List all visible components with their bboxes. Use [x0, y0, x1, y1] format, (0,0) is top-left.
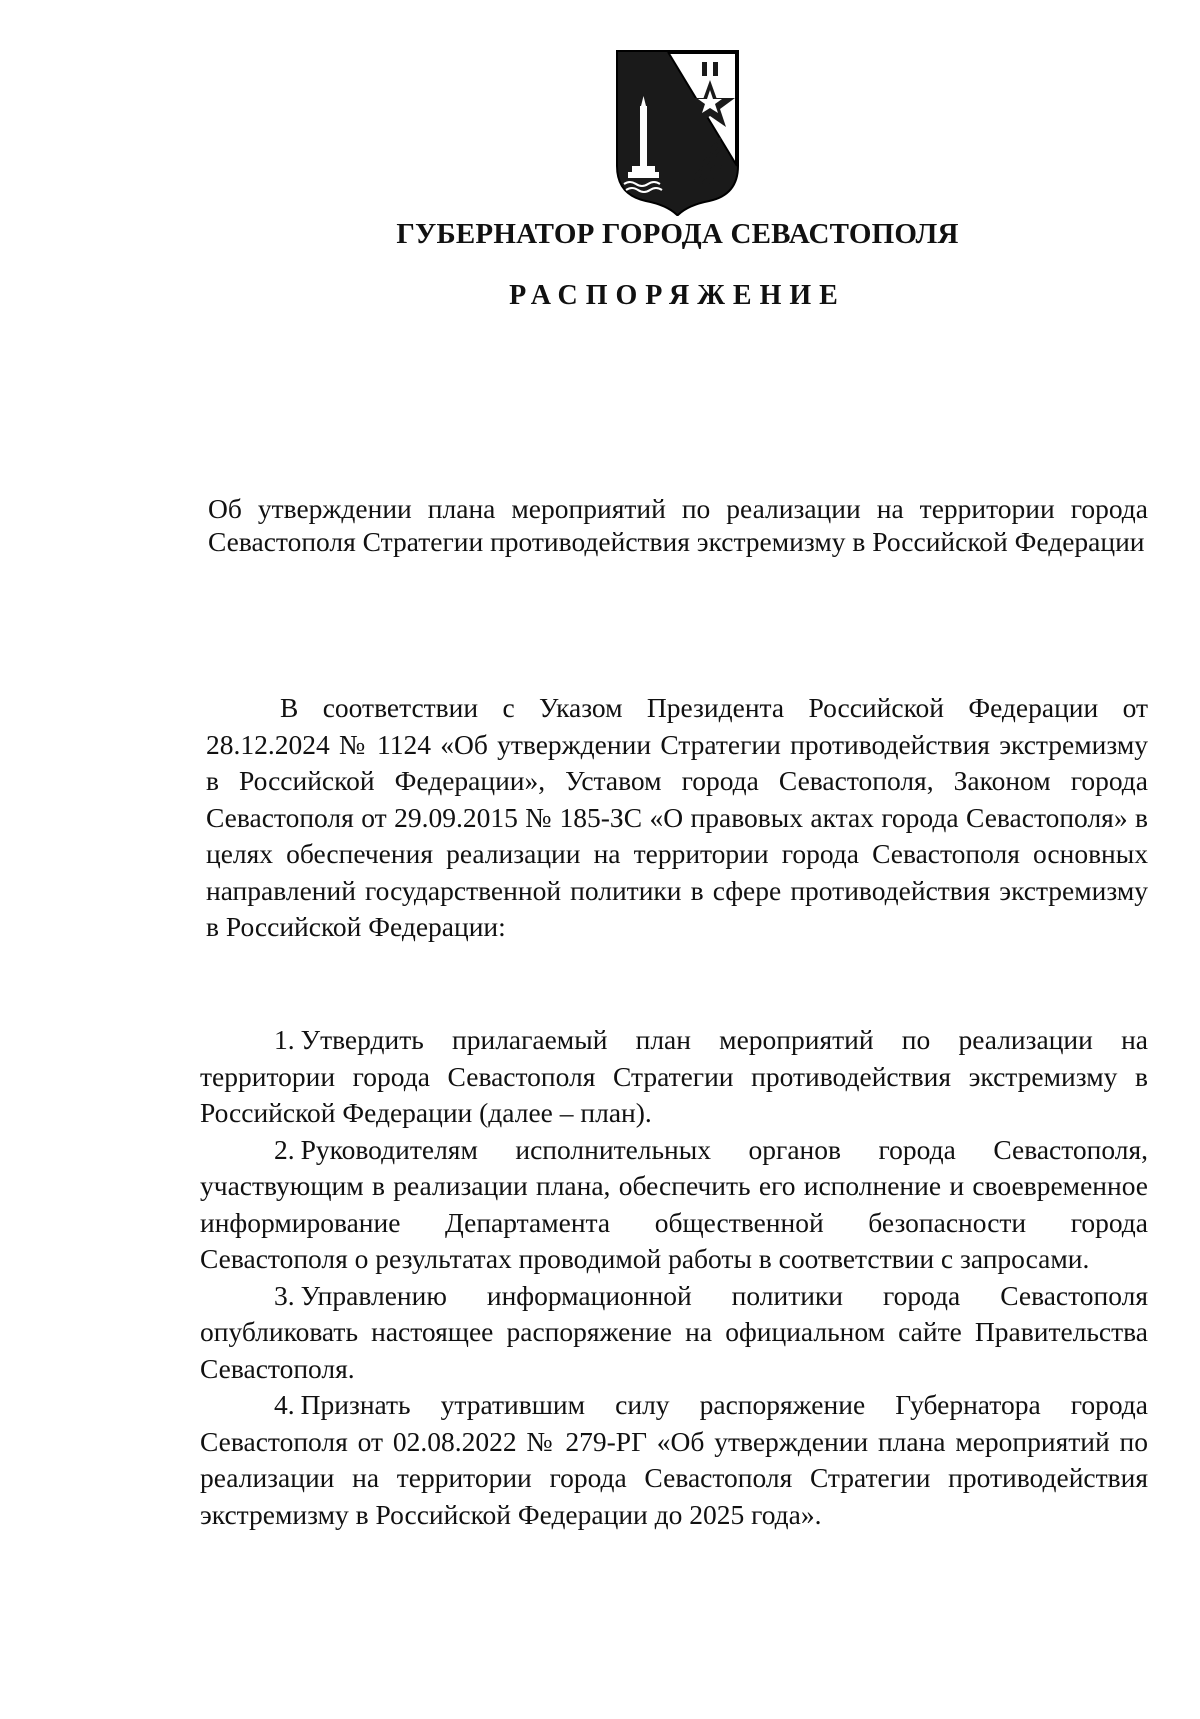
preamble-paragraph: В соответствии с Указом Президента Российской Федерации от 28.12.2024 № 1124 «Об утверждении Стратегии противодействия экстремизму в Российской Федерации», Уставом города Севастополя, Законом города Севастополя от 29.09.2015 № 185-ЗС «О правовых актах города Севастополя» в целях обеспечения реализации на территории города Севастополя основных направлений государственной политики в сфере противодействия экстремизму в Российской Федерации:	[206, 692, 1148, 942]
item-text: Утвердить прилагаемый план мероприятий по реализации на территории города Севастополя Стратегии противодействия экстремизму в Российской Федерации (далее – план).	[200, 1024, 1148, 1128]
resolution-item	[200, 1132, 1148, 1278]
item-text: Управлению информационной политики города Севастополя опубликовать настоящее распоряжение на официальном сайте Правительства Севастополя.	[200, 1279, 1148, 1384]
item-text: Признать утратившим силу распоряжение Губернатора города Севастополя от 02.08.2022 № 279-РГ «Об утверждении плана мероприятий по реализации на территории города Севастополя Стратегии противодействия экстремизму в Российской Федерации до 2025 года».	[200, 1389, 1148, 1530]
resolution-item	[200, 1022, 1148, 1132]
resolution-item	[200, 1278, 1148, 1388]
item-text: Руководителям исполнительных органов города Севастополя, участвующим в реализации плана, обеспечить его исполнение и своевременное информирование Департамента общественной безопасности города Севастополя о результатах проводимой работы в соответствии с запросами.	[200, 1133, 1148, 1274]
resolution-item	[200, 1387, 1148, 1533]
issuing-authority: ГУБЕРНАТОР ГОРОДА СЕВАСТОПОЛЯ	[396, 218, 959, 250]
document-subject: Об утверждении плана мероприятий по реализации на территории города Севастополя Стратегии противодействия экстремизму в Российской Федерации	[208, 493, 1148, 557]
item-number: 2.	[274, 1133, 295, 1165]
coat-of-arms-icon	[610, 48, 745, 216]
resolution-items	[200, 1022, 1148, 1533]
document-type: РАСПОРЯЖЕНИЕ	[509, 280, 846, 311]
item-number: 3.	[274, 1279, 295, 1311]
item-number: 4.	[274, 1389, 295, 1420]
item-number: 1.	[274, 1024, 295, 1055]
